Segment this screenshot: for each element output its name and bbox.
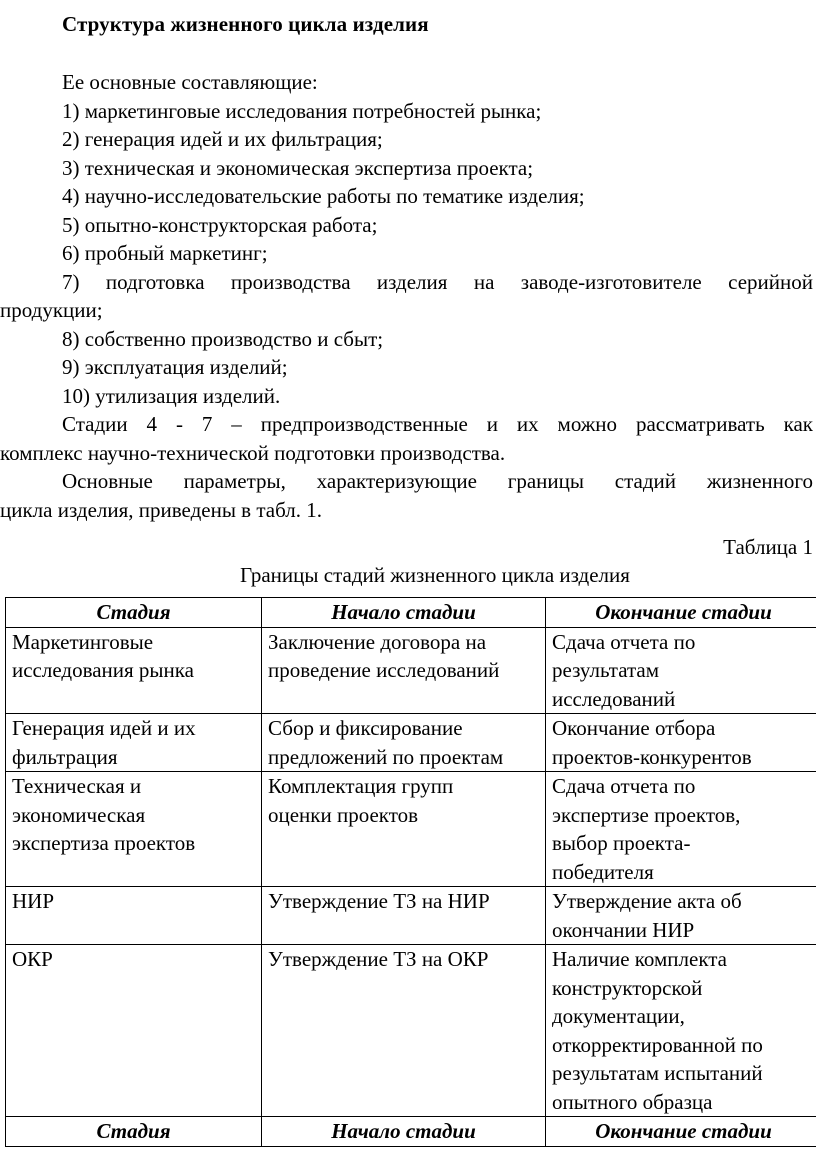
table-number: Таблица 1 <box>723 535 813 559</box>
cell-end: Наличие комплекта конструкторской документации, откорректированной по результатам испытаний опытного образца <box>546 945 816 1117</box>
paragraph-line: Основные параметры, характеризующие границы стадий жизненного <box>62 469 813 493</box>
footer-cell-start: Начало стадии <box>262 1117 546 1147</box>
list-item: 6) пробный маркетинг; <box>62 241 268 265</box>
table-footer-row <box>6 1117 816 1147</box>
cell-start: Утверждение ТЗ на НИР <box>262 887 546 945</box>
list-item: 5) опытно-конструкторская работа; <box>62 212 378 237</box>
header-cell-start: Начало стадии <box>262 598 546 628</box>
list-item: 10) утилизация изделий. <box>62 383 281 408</box>
footer-cell-stage: Стадия <box>6 1117 262 1147</box>
list-item: 1) маркетинговые исследования потребностей рынка; <box>62 98 542 123</box>
cell-end: Окончание отбора проектов-конкурентов <box>546 714 816 772</box>
list-item: 3) техническая и экономическая экспертиза проекта; <box>62 155 534 180</box>
list-item: 7) подготовка производства изделия на заводе-изготовителе серийной <box>62 269 813 294</box>
table-row <box>6 887 816 945</box>
cell-stage: НИР <box>6 887 262 945</box>
list-item: 8) собственно производство и сбыт; <box>62 326 384 351</box>
components-list <box>0 68 813 524</box>
cell-end: Сдача отчета по результатам исследований <box>546 627 816 714</box>
header-cell-stage: Стадия <box>6 598 262 628</box>
cell-stage: Маркетинговые исследования рынка <box>6 627 262 714</box>
paragraph-line: цикла изделия, приведены в табл. 1. <box>0 497 322 522</box>
cell-end: Сдача отчета по экспертизе проектов, выбор проекта- победителя <box>546 772 816 887</box>
cell-start: Утверждение ТЗ на ОКР <box>262 945 546 1117</box>
table-title: Границы стадий жизненного цикла изделия <box>240 563 630 587</box>
table-row <box>6 714 816 772</box>
cell-stage: ОКР <box>6 945 262 1117</box>
document-title: Структура жизненного цикла изделия <box>62 12 429 36</box>
cell-start: Сбор и фиксирование предложений по проектам <box>262 714 546 772</box>
table-row <box>6 627 816 714</box>
list-item: 4) научно-исследовательские работы по тематике изделия; <box>62 184 585 208</box>
cell-stage: Техническая и экономическая экспертиза проектов <box>6 772 262 887</box>
stages-table <box>5 597 816 1147</box>
cell-start: Заключение договора на проведение исследований <box>262 627 546 714</box>
cell-end: Утверждение акта об окончании НИР <box>546 887 816 945</box>
cell-stage: Генерация идей и их фильтрация <box>6 714 262 772</box>
paragraph-line: комплекс научно-технической подготовки производства. <box>0 440 506 465</box>
table-row <box>6 772 816 887</box>
header-cell-end: Окончание стадии <box>546 598 816 628</box>
list-item: 2) генерация идей и их фильтрация; <box>62 127 383 151</box>
table-row <box>6 945 816 1117</box>
intro-line: Ее основные составляющие: <box>62 70 318 94</box>
list-item: 9) эксплуатация изделий; <box>62 355 288 379</box>
footer-cell-end: Окончание стадии <box>546 1117 816 1147</box>
cell-start: Комплектация групп оценки проектов <box>262 772 546 887</box>
paragraph-line: Стадии 4 - 7 – предпроизводственные и их можно рассматривать как <box>62 412 813 436</box>
list-item-continuation: продукции; <box>0 298 103 322</box>
table-header-row <box>6 598 816 628</box>
